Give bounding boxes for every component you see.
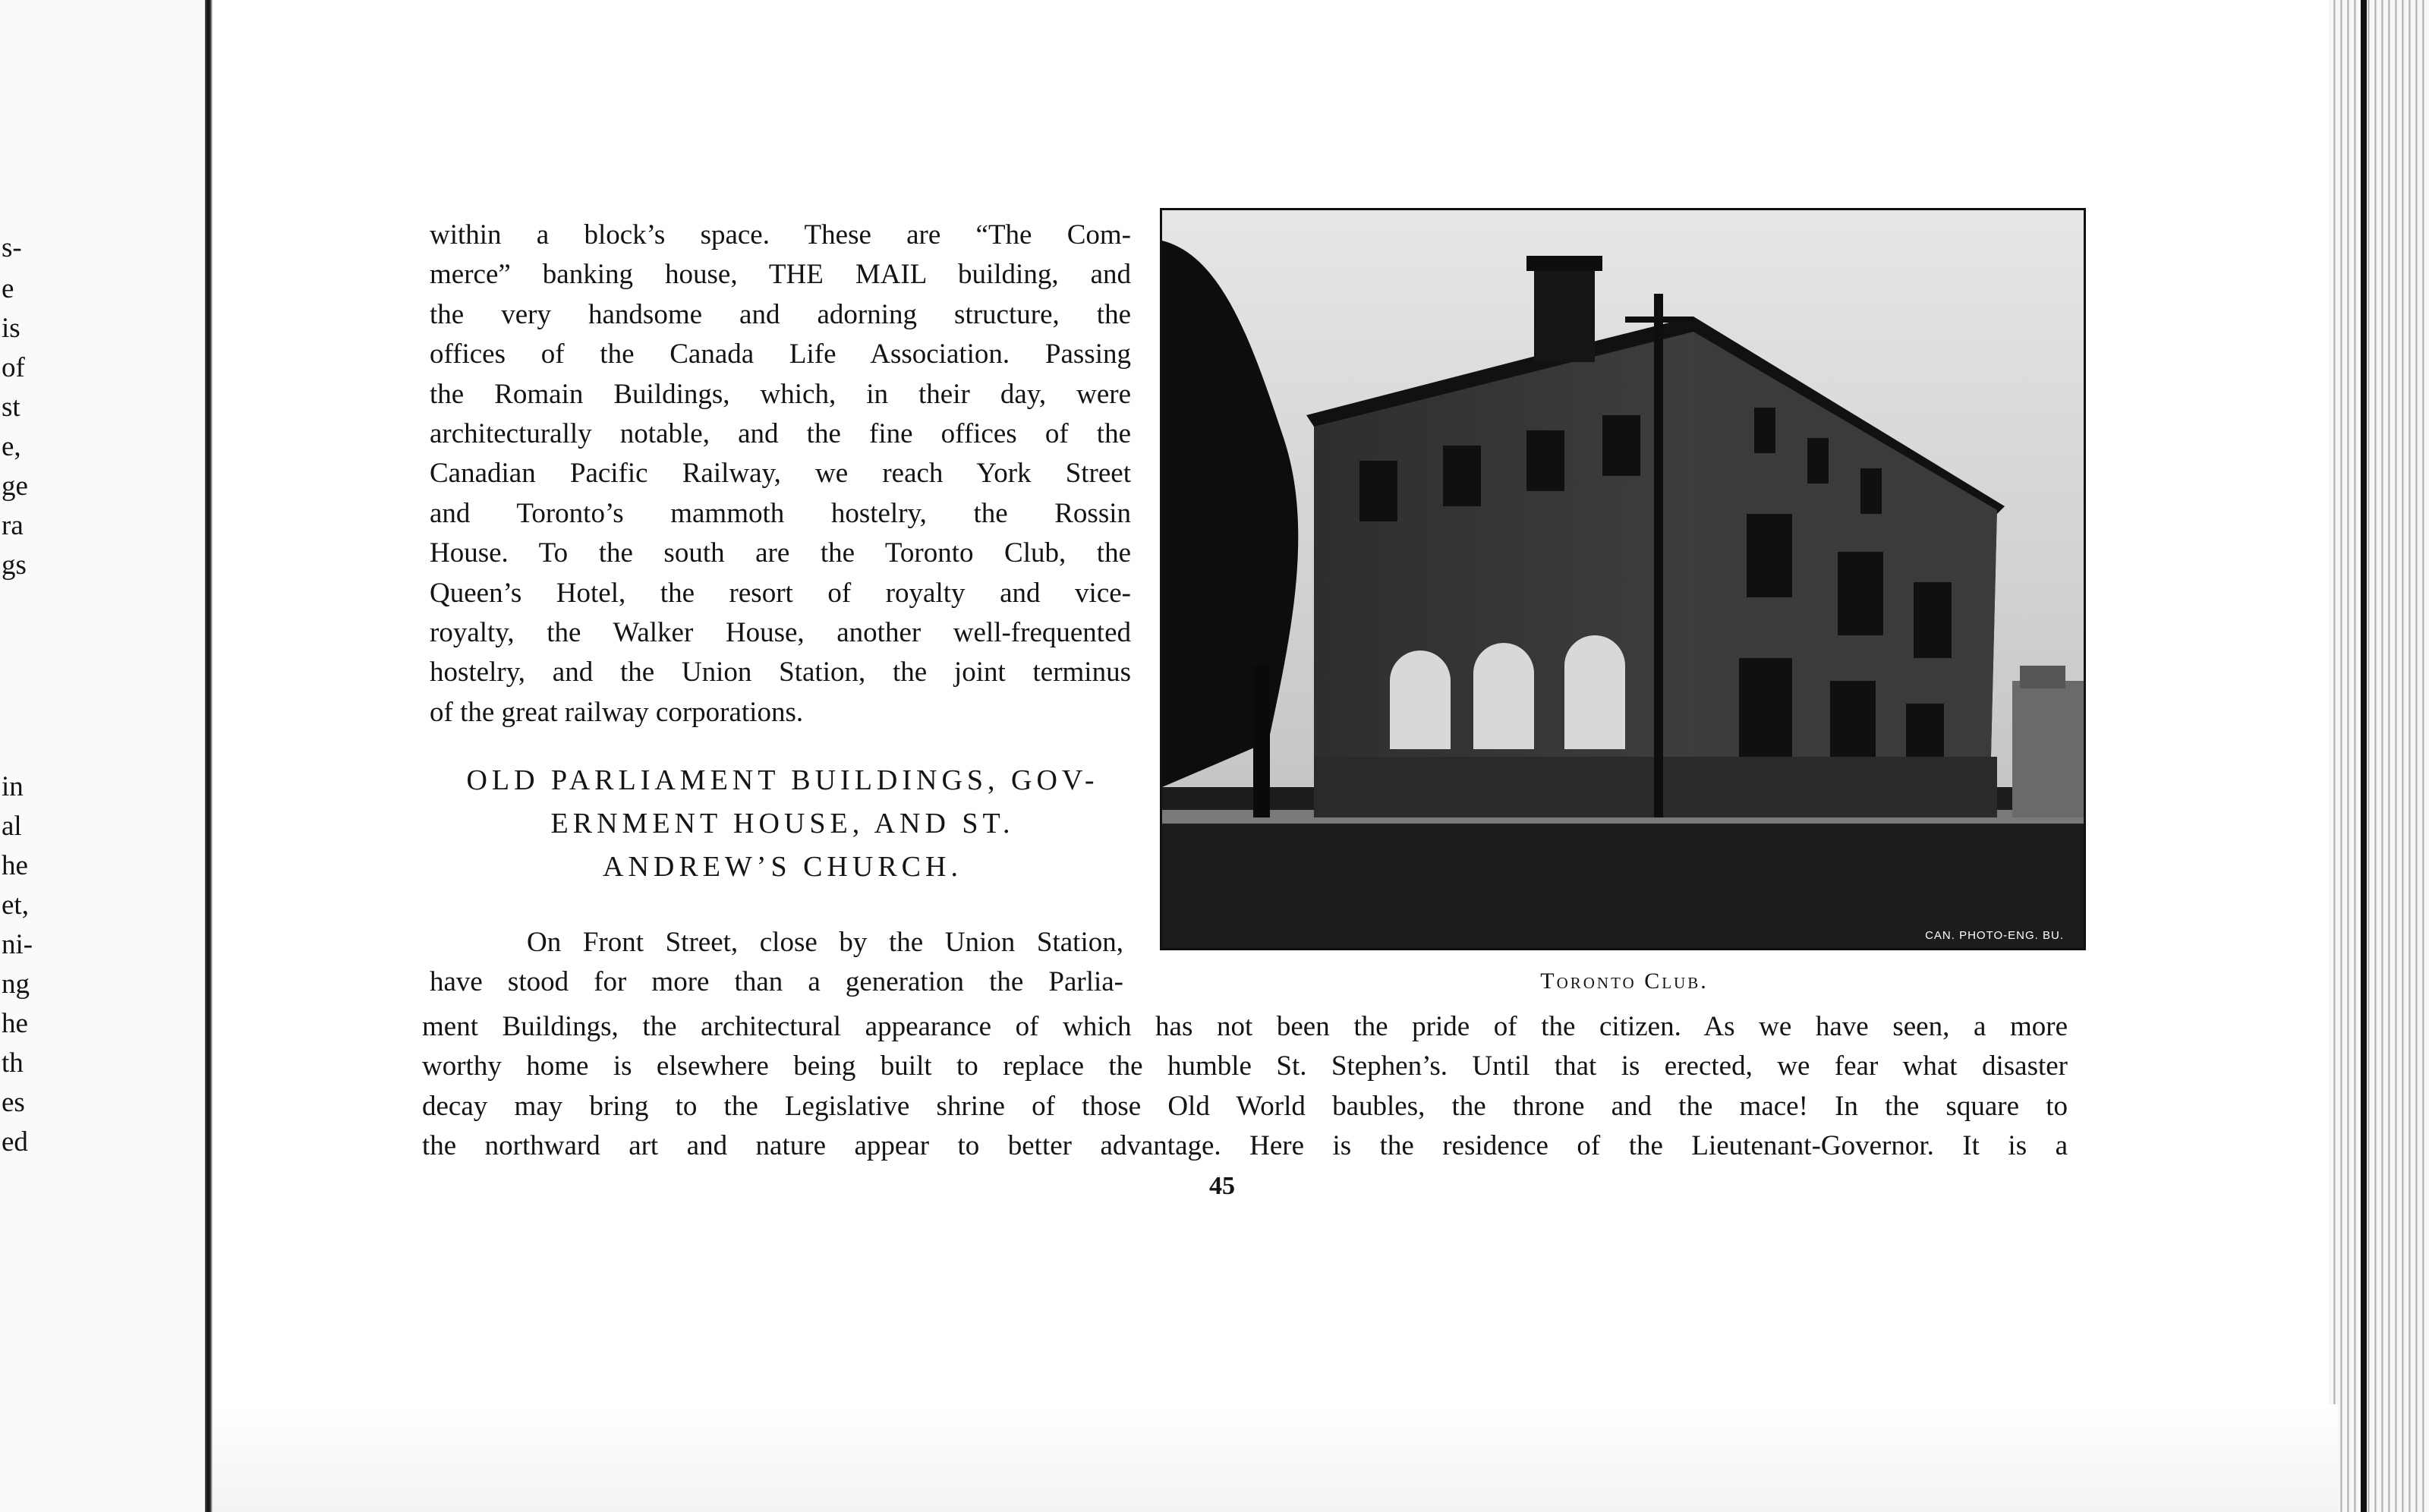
text-line: royalty, the Walker House, another well-frequented <box>430 616 1131 648</box>
text-line: the northward art and nature appear to better advantage. Here is the residence of the Lieutenant-Governor. It is a <box>422 1130 2068 1162</box>
fragment: st <box>2 392 20 423</box>
previous-page-text-fragments <box>0 0 197 1512</box>
text-line: architecturally notable, and the fine offices of the <box>430 417 1131 449</box>
fragment: he <box>2 850 28 881</box>
fragment: et, <box>2 890 29 921</box>
section-heading <box>422 759 1143 889</box>
page-number: 45 <box>1209 1172 1235 1200</box>
text-line: of the great railway corporations. <box>430 696 804 728</box>
text-line: merce” banking house, THE MAIL building, and <box>430 259 1131 291</box>
fragment: in <box>2 771 24 802</box>
fragment: ge <box>2 471 28 502</box>
page-edge-shadow <box>2361 0 2367 1512</box>
text-line: have stood for more than a generation the Parlia- <box>430 966 1123 998</box>
fragment: al <box>2 811 22 842</box>
heading-line: ANDREW’S CHURCH. <box>603 851 962 883</box>
text-line: Queen’s Hotel, the resort of royalty and vice- <box>430 577 1131 609</box>
fragment: th <box>2 1047 24 1079</box>
fragment: is <box>2 313 20 344</box>
text-line: the very handsome and adorning structure, the <box>430 298 1131 330</box>
photo-caption: Toronto Club. <box>1540 969 1709 994</box>
text-line: within a block’s space. These are “The Com- <box>430 219 1131 250</box>
text-line: the Romain Buildings, which, in their day, were <box>430 378 1131 410</box>
column-text <box>430 216 1131 732</box>
full-width-text <box>422 1007 2068 1167</box>
text-line: hostelry, and the Union Station, the joint terminus <box>430 657 1131 688</box>
fragment: of <box>2 352 25 383</box>
text-line: House. To the south are the Toronto Club, the <box>430 537 1131 569</box>
fragment: he <box>2 1008 28 1039</box>
fragment: ed <box>2 1126 28 1158</box>
heading-line: OLD PARLIAMENT BUILDINGS, GOV- <box>466 764 1099 796</box>
toronto-club-photo <box>1160 208 2086 950</box>
heading-line: ERNMENT HOUSE, AND ST. <box>550 808 1015 839</box>
page-bottom-shade <box>213 1404 2338 1512</box>
fragment: ng <box>2 969 30 1000</box>
fragment: ni- <box>2 929 33 960</box>
fragment: s- <box>2 232 22 263</box>
photo-credit: CAN. PHOTO-ENG. BU. <box>1925 929 2064 942</box>
text-line: offices of the Canada Life Association. Passing <box>430 339 1131 370</box>
text-line: decay may bring to the Legislative shrine of those Old World baubles, the throne and the mace! In the square to <box>422 1090 2068 1122</box>
text-line: ment Buildings, the architectural appearance of which has not been the pride of the citizen. As we have seen, a more <box>422 1011 2068 1042</box>
fragment: ra <box>2 510 24 541</box>
building-illustration <box>1162 210 2084 948</box>
text-line: and Toronto’s mammoth hostelry, the Rossin <box>430 497 1131 529</box>
text-line: Canadian Pacific Railway, we reach York Street <box>430 458 1131 490</box>
fragment: es <box>2 1087 25 1118</box>
text-line: worthy home is elsewhere being built to replace the humble St. Stephen’s. Until that is erected, we fear what disaster <box>422 1051 2068 1082</box>
fragment: e, <box>2 431 21 462</box>
page-edges <box>2329 0 2429 1512</box>
fragment: e <box>2 273 14 304</box>
book-gutter <box>205 0 213 1512</box>
text-line: On Front Street, close by the Union Station, <box>527 927 1123 958</box>
paragraph-start <box>430 923 1123 1003</box>
fragment: gs <box>2 550 27 581</box>
